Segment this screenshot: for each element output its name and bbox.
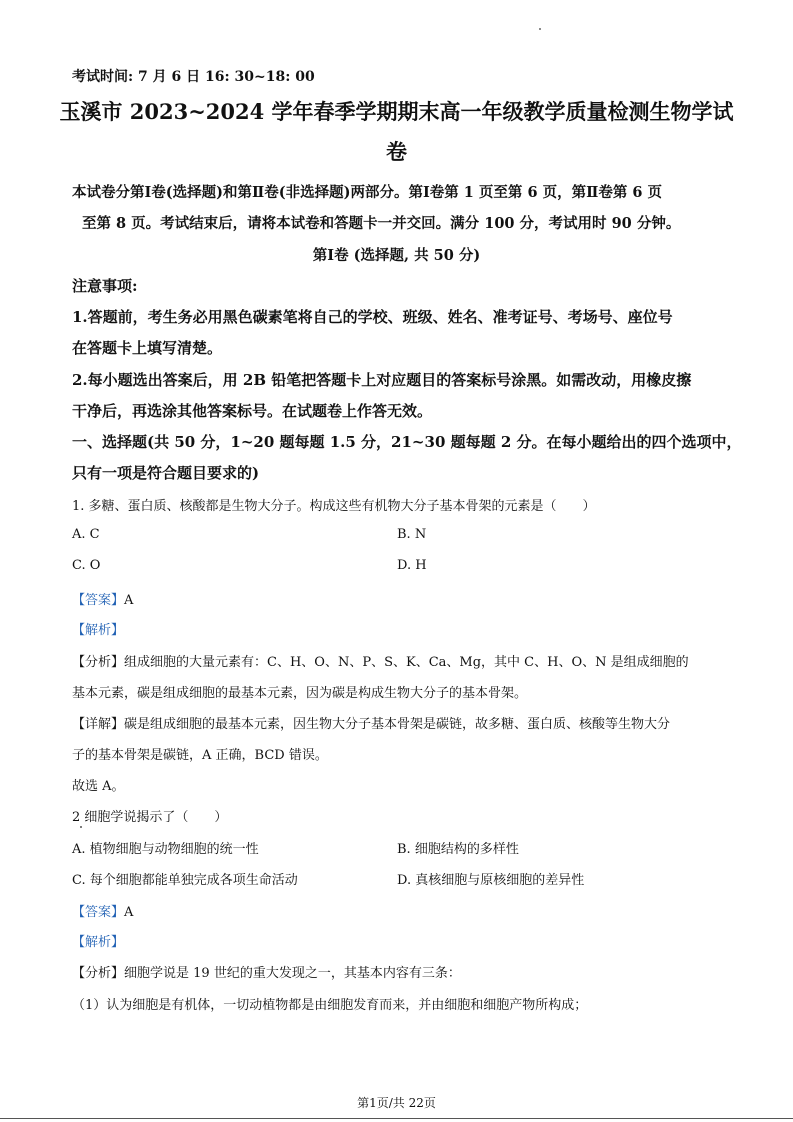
fenxi-label: 【分析】 [72, 655, 125, 670]
question-2-option-b: B. 细胞结构的多样性 [397, 842, 519, 857]
question-1-answer [72, 589, 133, 608]
fenxi-label: 【分析】 [72, 966, 125, 981]
question-1-detail [72, 713, 670, 732]
question-2-option-c: C. 每个细胞都能单独完成各项生命活动 [72, 873, 298, 888]
answer-value: A [124, 593, 134, 608]
part-one-heading: 一、选择题(共 50 分，1~20 题每题 1.5 分，21~30 题每题 2 分。在每小题给出的四个选项中， [72, 433, 742, 451]
fenxi-text: 组成细胞的大量元素有：C、H、O、N、P、S、K、Ca、Mg，其中 C、H、O、N 是组成细胞的 [124, 655, 689, 670]
part-one-heading-cont: 只有一项是符合题目要求的) [72, 464, 260, 482]
question-2-analysis [72, 931, 124, 950]
question-1-option-d: D. H [397, 558, 427, 573]
page-number: 第1页/共 22页 [357, 1096, 436, 1110]
analysis-label: 【解析】 [72, 623, 125, 638]
speck-mark [539, 28, 541, 30]
question-2-option-a: A. 植物细胞与动物细胞的统一性 [72, 842, 259, 857]
question-2-option-d: D. 真核细胞与原核细胞的差异性 [397, 873, 585, 888]
question-1-fenxi [72, 651, 689, 670]
detail-text: 碳是组成细胞的最基本元素，因生物大分子基本骨架是碳链，故多糖、蛋白质、核酸等生物大分 [124, 717, 671, 732]
question-1-option-c: C. O [72, 558, 101, 573]
question-2-point-1: （1）认为细胞是有机体，一切动植物都是由细胞发育而来，并由细胞和细胞产物所构成； [72, 998, 588, 1013]
exam-time: 考试时间: 7 月 6 日 16: 30~18: 00 [72, 69, 315, 85]
analysis-label: 【解析】 [72, 935, 125, 950]
note-item-1: 1.答题前，考生务必用黑色碳素笔将自己的学校、班级、姓名、准考证号、考场号、座位号 [72, 308, 673, 326]
question-1-fenxi-cont: 基本元素，碳是组成细胞的最基本元素，因为碳是构成生物大分子的基本骨架。 [72, 686, 528, 701]
fenxi-text: 细胞学说是 19 世纪的重大发现之一，其基本内容有三条： [124, 966, 461, 981]
intro-line-1: 本试卷分第Ⅰ卷(选择题)和第Ⅱ卷(非选择题)两部分。第Ⅰ卷第 1 页至第 6 页，第Ⅱ卷第 6 页 [72, 184, 663, 201]
question-2-stem: 2 细胞学说揭示了（ ） [72, 810, 228, 825]
page-title: 玉溪市 2023~2024 学年春季学期期末高一年级教学质量检测生物学试 [59, 99, 734, 124]
section-title: 第Ⅰ卷 (选择题, 共 50 分) [312, 247, 481, 264]
question-2-answer [72, 901, 133, 920]
note-item-2-cont: 干净后，再选涂其他答案标号。在试题卷上作答无效。 [72, 402, 433, 420]
question-1-detail-cont: 子的基本骨架是碳链，A 正确，BCD 错误。 [72, 748, 328, 763]
intro-line-2: 至第 8 页。考试结束后，请将本试卷和答题卡一并交回。满分 100 分，考试用时 90 分钟。 [82, 215, 681, 232]
note-item-2: 2.每小题选出答案后，用 2B 铅笔把答题卡上对应题目的答案标号涂黑。如需改动，用橡皮擦 [72, 371, 692, 389]
question-1-option-a: A. C [72, 527, 100, 542]
page-title-continued: 卷 [386, 139, 407, 164]
question-1-option-b: B. N [397, 527, 427, 542]
speck-mark [80, 826, 82, 828]
question-1-stem: 1. 多糖、蛋白质、核酸都是生物大分子。构成这些有机物大分子基本骨架的元素是（ ） [72, 499, 596, 514]
notes-heading: 注意事项: [72, 277, 138, 295]
detail-label: 【详解】 [72, 717, 125, 732]
question-1-conclusion: 故选 A。 [72, 779, 125, 794]
footer-divider [0, 1118, 793, 1119]
answer-label: 【答案】 [72, 593, 125, 608]
note-item-1-cont: 在答题卡上填写清楚。 [72, 339, 223, 357]
question-1-analysis [72, 619, 124, 638]
answer-label: 【答案】 [72, 905, 125, 920]
question-2-fenxi [72, 962, 461, 981]
answer-value: A [124, 905, 134, 920]
